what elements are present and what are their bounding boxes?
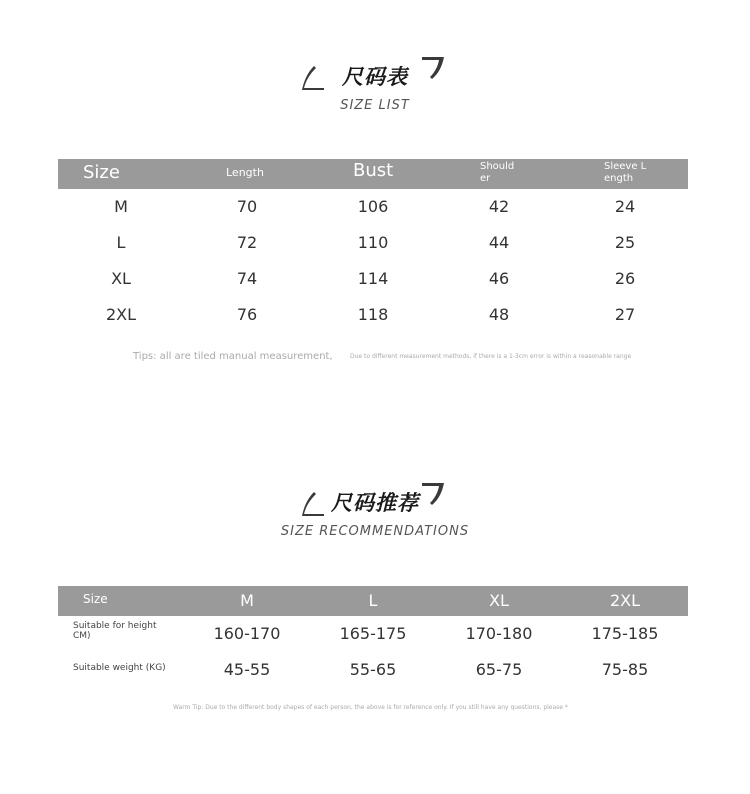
- header-shoulder: Should er: [480, 161, 515, 184]
- cell-length: 70: [236, 197, 258, 216]
- header-size: Size: [83, 592, 108, 606]
- cell-size: 2XL: [105, 305, 137, 324]
- size-rec-header: [58, 586, 688, 616]
- cell-bust: 114: [357, 269, 389, 288]
- header-l: L: [368, 591, 378, 610]
- height-m: 160-170: [213, 624, 281, 643]
- header-sleeve-length: Sleeve L ength: [604, 161, 647, 184]
- height-2xl: 175-185: [591, 624, 659, 643]
- size-rec-title-cn: 尺码推荐: [331, 491, 419, 515]
- header-xl: XL: [489, 591, 509, 610]
- measurement-note: Due to different measurement methods, if there is a 1-3cm error is within a reasonable range: [350, 353, 632, 360]
- height-l: 165-175: [339, 624, 407, 643]
- cell-length: 76: [236, 305, 258, 324]
- height-xl: 170-180: [465, 624, 533, 643]
- cell-bust: 110: [357, 233, 389, 252]
- size-rec-title-en: SIZE RECOMMENDATIONS: [280, 524, 470, 539]
- cell-sleeve: 26: [614, 269, 636, 288]
- cell-shoulder: 46: [488, 269, 510, 288]
- weight-m: 45-55: [223, 660, 271, 679]
- size-list-header: [58, 159, 688, 189]
- cell-sleeve: 25: [614, 233, 636, 252]
- weight-2xl: 75-85: [601, 660, 649, 679]
- cell-shoulder: 48: [488, 305, 510, 324]
- cell-sleeve: 24: [614, 197, 636, 216]
- tips-note: Tips: all are tiled manual measurement,: [133, 351, 333, 362]
- header-bust: Bust: [353, 160, 394, 181]
- weight-label: Suitable weight (KG): [73, 663, 166, 673]
- header-length: Length: [226, 166, 264, 179]
- cell-bust: 106: [357, 197, 389, 216]
- size-list-title-en: SIZE LIST: [340, 98, 410, 113]
- cell-shoulder: 42: [488, 197, 510, 216]
- right-bracket-deco: [422, 57, 446, 81]
- cell-size: L: [116, 233, 126, 252]
- cell-sleeve: 27: [614, 305, 636, 324]
- header-2xl: 2XL: [609, 591, 641, 610]
- weight-l: 55-65: [349, 660, 397, 679]
- size-list-title-cn: 尺码表: [342, 65, 408, 89]
- cell-size: M: [114, 197, 128, 216]
- header-size: Size: [83, 162, 120, 183]
- weight-xl: 65-75: [475, 660, 523, 679]
- cell-bust: 118: [357, 305, 389, 324]
- cell-length: 74: [236, 269, 258, 288]
- height-label: Suitable for height CM): [73, 621, 157, 641]
- cell-length: 72: [236, 233, 258, 252]
- right-bracket-deco: [422, 483, 446, 507]
- cell-shoulder: 44: [488, 233, 510, 252]
- warm-tip-note: Warm Tip: Due to the different body shapes of each person, the above is for reference only. If you still have any questions, please *: [173, 704, 568, 711]
- cell-size: XL: [111, 269, 131, 288]
- header-m: M: [240, 591, 254, 610]
